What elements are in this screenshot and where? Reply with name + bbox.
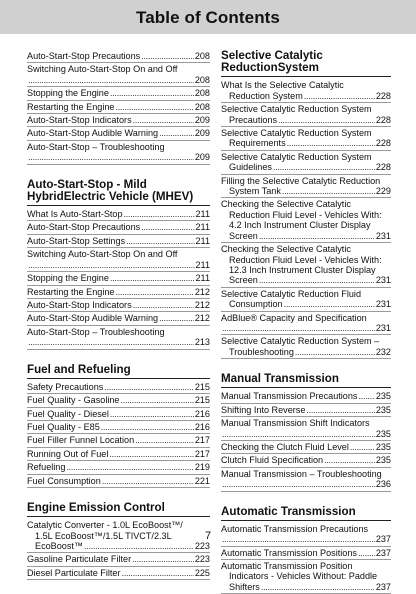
toc-entry-title: Selective Catalytic Reduction Fluid <box>221 288 362 299</box>
toc-entry-title: What Is the Selective Catalytic <box>221 80 344 91</box>
toc-entry-line <box>27 409 210 419</box>
dot-leader <box>141 222 194 232</box>
dot-leader <box>261 582 375 592</box>
toc-entry-line <box>27 554 210 564</box>
toc-entry-page: 213 <box>194 337 210 348</box>
toc-entry-line <box>27 128 210 138</box>
toc-entry-leader-row <box>27 152 210 162</box>
toc-entry <box>27 208 210 221</box>
toc-entry <box>27 141 210 165</box>
toc-entry-page: 235 <box>375 455 391 466</box>
toc-entry-title: Manual Transmission Shift Indicators <box>221 418 370 429</box>
toc-entry-title: Automatic Transmission Position <box>221 561 353 572</box>
dot-leader <box>126 236 194 246</box>
toc-entry-page: 209 <box>194 115 210 126</box>
toc-entry <box>221 288 391 312</box>
toc-entry <box>27 127 210 140</box>
dot-leader <box>159 313 194 323</box>
toc-entry-line <box>221 244 391 254</box>
toc-entry-line <box>221 299 391 309</box>
toc-entry-title: Diesel Particulate Filter <box>27 567 121 578</box>
toc-entry-line <box>221 405 391 415</box>
toc-entry <box>27 461 210 474</box>
toc-left-column <box>27 50 210 580</box>
toc-entry-line <box>27 462 210 472</box>
toc-entry <box>27 63 210 87</box>
toc-entry-page: 221 <box>194 475 210 486</box>
toc-entry-line <box>27 222 210 232</box>
toc-entry-line <box>221 231 391 241</box>
toc-entry-title: Auto-Start-Stop Indicators <box>27 115 132 126</box>
toc-entry <box>221 175 391 199</box>
toc-entry <box>27 448 210 461</box>
toc-entry-line <box>221 138 391 148</box>
toc-entry-line <box>221 347 391 357</box>
page-number: 7 <box>204 530 212 542</box>
toc-entry <box>27 286 210 299</box>
toc-entry-line <box>221 469 391 479</box>
toc-entry-line <box>221 548 391 558</box>
toc-section <box>221 373 391 491</box>
toc-entry-page: 228 <box>375 114 391 125</box>
toc-entry-title: Restarting the Engine <box>27 101 115 112</box>
toc-entry <box>221 127 391 151</box>
toc-entry-page: 212 <box>194 286 210 297</box>
toc-entry-title: Filling the Selective Catalytic Reduction <box>221 175 381 186</box>
toc-entry-page: 235 <box>375 428 391 439</box>
dot-leader <box>282 186 375 196</box>
dot-leader <box>259 231 375 241</box>
dot-leader <box>121 395 194 405</box>
toc-entry-line <box>27 142 210 152</box>
toc-entry-title: Refueling <box>27 462 66 473</box>
toc-entry-title: Shifting Into Reverse <box>221 404 306 415</box>
toc-entry-title: What Is Auto-Start-Stop <box>27 209 123 220</box>
dot-leader <box>115 287 193 297</box>
toc-section <box>221 50 391 359</box>
toc-entry-title: Fuel Quality - Diesel <box>27 408 109 419</box>
toc-entry-page: 237 <box>375 581 391 592</box>
toc-entry-line <box>221 128 391 138</box>
toc-entry-line <box>27 327 210 337</box>
toc-entry-title: Reduction Fluid Level - Vehicles With: <box>229 209 382 220</box>
toc-entry-title: Indicators - Vehicles Without: Paddle <box>229 571 378 582</box>
toc-section <box>27 364 210 488</box>
section-heading-line: Automatic Transmission <box>221 504 356 518</box>
toc-entry-line <box>221 582 391 592</box>
dot-leader <box>28 152 194 162</box>
toc-entry-page: 236 <box>375 479 391 490</box>
toc-entry-title: Safety Precautions <box>27 381 104 392</box>
dot-leader <box>358 391 374 401</box>
toc-entry-leader-row <box>221 323 391 333</box>
dot-leader <box>135 435 194 445</box>
toc-entry-title: Gasoline Particulate Filter <box>27 554 132 565</box>
toc-entry-line <box>221 391 391 401</box>
toc-entry-line <box>27 115 210 125</box>
dot-leader <box>273 162 375 172</box>
page-header <box>0 0 416 34</box>
toc-entry <box>221 560 391 594</box>
dot-leader <box>28 260 195 270</box>
toc-entry-page: 211 <box>195 235 210 246</box>
toc-entry-title: EcoBoost™ <box>35 541 84 551</box>
toc-entry <box>27 421 210 434</box>
toc-entry-page: 232 <box>375 346 391 357</box>
dot-leader <box>122 568 194 578</box>
toc-entry <box>27 272 210 285</box>
toc-entry-line <box>221 455 391 465</box>
toc-entry <box>221 151 391 175</box>
toc-section <box>27 50 210 165</box>
dot-leader <box>28 337 194 347</box>
toc-entry-title: Checking the Clutch Fluid Level <box>221 441 349 452</box>
toc-entry <box>27 248 210 272</box>
toc-entry-leader-row <box>221 479 391 489</box>
toc-entry-line <box>27 476 210 486</box>
dot-leader <box>222 323 375 333</box>
toc-entry-line <box>221 442 391 452</box>
toc-entry-title: Fuel Quality - E85 <box>27 421 100 432</box>
section-heading-line: Selective Catalytic Reduction <box>221 49 323 75</box>
toc-entry-line <box>221 176 391 186</box>
toc-entry-title: Auto-Start-Stop Audible Warning <box>27 313 159 324</box>
toc-entry-page: 228 <box>375 138 391 149</box>
dot-leader <box>132 554 194 564</box>
toc-entry-page: 235 <box>375 391 391 402</box>
toc-entry-page: 231 <box>375 275 391 286</box>
toc-entry-title: Auto-Start-Stop Indicators <box>27 299 132 310</box>
toc-entry-title: Selective Catalytic Reduction System <box>221 104 372 115</box>
toc-entry-title: Consumption <box>229 299 283 310</box>
toc-entry-page: 212 <box>194 299 210 310</box>
toc-entry <box>221 79 391 103</box>
toc-entry-page: 229 <box>375 186 391 197</box>
section-heading <box>221 506 391 521</box>
toc-entry <box>27 475 210 488</box>
toc-entry-title: Reduction System <box>229 90 303 101</box>
dot-leader <box>284 299 375 309</box>
toc-entry-line <box>221 162 391 172</box>
toc-entry-leader-row <box>27 260 210 270</box>
dot-leader <box>110 88 194 98</box>
toc-entry-page: 211 <box>195 209 210 220</box>
dot-leader <box>28 75 194 85</box>
toc-entry <box>27 114 210 127</box>
toc-entry-title: 1.5L EcoBoost™/1.5L TIVCT/2.3L <box>35 530 172 541</box>
toc-entry-line <box>221 186 391 196</box>
toc-entry-line <box>221 313 391 323</box>
dot-leader <box>115 102 193 112</box>
toc-entry-line <box>221 255 391 265</box>
toc-entry-page: 223 <box>194 554 210 565</box>
toc-entry-title: Auto-Start-Stop Settings <box>27 235 126 246</box>
toc-entry-title: Manual Transmission – Troubleshooting <box>221 468 382 479</box>
toc-entry <box>27 221 210 234</box>
dot-leader <box>109 449 193 459</box>
toc-entry-line <box>27 422 210 432</box>
toc-entry <box>27 434 210 447</box>
toc-entry-leader-row <box>27 75 210 85</box>
toc-entry-line <box>221 265 391 275</box>
toc-entry-page: 228 <box>375 162 391 173</box>
toc-entry <box>27 312 210 325</box>
toc-entry <box>221 390 391 403</box>
dot-leader <box>101 422 194 432</box>
toc-entry <box>221 417 391 441</box>
toc-entry-line <box>221 275 391 285</box>
toc-right-column <box>221 50 391 594</box>
toc-entry <box>221 243 391 288</box>
section-heading-line: Manual Transmission <box>221 372 339 386</box>
dot-leader <box>84 541 194 551</box>
toc-entry-title: Automatic Transmission Positions <box>221 547 357 558</box>
toc-section <box>27 179 210 350</box>
toc-entry <box>221 312 391 336</box>
toc-entry-title: Auto-Start-Stop – Troubleshooting <box>27 326 165 337</box>
toc-entry-title: Stopping the Engine <box>27 273 109 284</box>
toc-entry-title: Fuel Quality - Gasoline <box>27 395 120 406</box>
toc-entry-title: Checking the Selective Catalytic <box>221 199 351 210</box>
dot-leader <box>124 209 195 219</box>
toc-entry-line <box>221 91 391 101</box>
toc-entry-line <box>221 336 391 346</box>
dot-leader <box>159 128 194 138</box>
toc-entry-line <box>27 313 210 323</box>
toc-entry-title: Clutch Fluid Specification <box>221 455 324 466</box>
toc-entry-title: Reduction Fluid Level - Vehicles With: <box>229 254 382 265</box>
section-heading-line: Electric Vehicle (MHEV) <box>63 189 194 203</box>
toc-entry <box>27 87 210 100</box>
dot-leader <box>133 115 194 125</box>
toc-entry-title: Fuel Filler Funnel Location <box>27 435 135 446</box>
dot-leader <box>295 347 375 357</box>
toc-entry <box>27 567 210 580</box>
toc-entry-page: 235 <box>375 404 391 415</box>
toc-entry-page: 212 <box>194 313 210 324</box>
toc-entry-title: Stopping the Engine <box>27 88 109 99</box>
section-heading <box>27 364 210 379</box>
toc-entry-page: 228 <box>375 90 391 101</box>
toc-entry-page: 215 <box>194 395 210 406</box>
toc-entry <box>27 299 210 312</box>
dot-leader <box>324 455 375 465</box>
toc-entry-page: 237 <box>375 547 391 558</box>
toc-entry-line <box>221 80 391 90</box>
toc-entry-title: Auto-Start-Stop Precautions <box>27 51 141 61</box>
toc-entry-title: Selective Catalytic Reduction System <box>221 128 372 139</box>
dot-leader <box>350 442 375 452</box>
section-heading <box>221 373 391 388</box>
toc-entry-title: Fuel Consumption <box>27 475 101 486</box>
toc-entry <box>27 101 210 114</box>
toc-entry-page: 217 <box>194 448 210 459</box>
toc-entry-title: Automatic Transmission Precautions <box>221 523 369 534</box>
section-heading-line: Auto-Start-Stop - Mild Hybrid <box>27 177 147 203</box>
toc-entry-page: 215 <box>194 381 210 392</box>
toc-entry-line <box>27 435 210 445</box>
toc-entry-page: 211 <box>195 259 210 270</box>
toc-entry-title: Manual Transmission Precautions <box>221 391 358 402</box>
toc-entry-page: 217 <box>194 435 210 446</box>
dot-leader <box>259 275 375 285</box>
toc-entry-page: 209 <box>194 152 210 163</box>
toc-entry-line <box>221 571 391 581</box>
dot-leader <box>222 429 375 439</box>
toc-entry-page: 225 <box>194 567 210 578</box>
toc-entry-page: 209 <box>194 128 210 139</box>
toc-entry-line <box>221 152 391 162</box>
toc-entry-line <box>27 382 210 392</box>
toc-entry <box>27 235 210 248</box>
toc-entry-page: 216 <box>194 421 210 432</box>
dot-leader <box>141 51 194 61</box>
toc-entry <box>221 103 391 127</box>
toc-entry-line <box>221 199 391 209</box>
toc-entry-line <box>27 395 210 405</box>
toc-entry-line <box>27 209 210 219</box>
toc-entry-title: 12.3 Inch Instrument Cluster Display <box>229 264 376 275</box>
section-heading-line: System <box>277 61 319 75</box>
toc-entry-page: 235 <box>375 441 391 452</box>
section-heading-line: Engine Emission Control <box>27 500 165 514</box>
toc-entry-line <box>221 561 391 571</box>
dot-leader <box>66 462 193 472</box>
toc-entry-line <box>221 289 391 299</box>
toc-entry-page: 208 <box>194 88 210 99</box>
toc-entry-line <box>221 418 391 428</box>
toc-entry-line <box>27 568 210 578</box>
toc-entry-title: Screen <box>229 230 258 241</box>
toc-entry-title: Troubleshooting <box>229 346 294 357</box>
toc-entry-title: Switching Auto-Start-Stop On and Off <box>27 64 178 75</box>
toc-entry-page: 237 <box>375 534 391 545</box>
dot-leader <box>306 405 374 415</box>
toc-entry-title: Selective Catalytic Reduction System <box>221 151 372 162</box>
toc-entry-line <box>221 220 391 230</box>
toc-entry <box>221 547 391 560</box>
toc-entry <box>221 468 391 492</box>
toc-entry-title: AdBlue® Capacity and Specification <box>221 312 367 323</box>
dot-leader <box>102 476 194 486</box>
toc-entry <box>221 441 391 454</box>
toc-entry-title: Auto-Start-Stop Audible Warning <box>27 128 159 139</box>
toc-section <box>221 506 391 594</box>
toc-entry-page: 216 <box>194 408 210 419</box>
dot-leader <box>222 479 375 489</box>
dot-leader <box>278 115 375 125</box>
toc-entry-line <box>27 449 210 459</box>
toc-entry-title: Auto-Start-Stop Precautions <box>27 222 141 233</box>
toc-entry <box>27 408 210 421</box>
section-heading <box>221 50 391 77</box>
dot-leader <box>287 138 375 148</box>
toc-entry-title: 4.2 Inch Instrument Cluster Display <box>229 220 371 231</box>
toc-entry-title: Running Out of Fuel <box>27 448 109 459</box>
toc-entry-title: Checking the Selective Catalytic <box>221 244 351 255</box>
toc-entry-title: System Tank <box>229 186 281 197</box>
toc-entry-line <box>27 51 210 61</box>
toc-entry-line <box>27 64 210 74</box>
toc-entry-line <box>27 102 210 112</box>
dot-leader <box>110 409 194 419</box>
toc-entry <box>221 335 391 359</box>
toc-entry-title: Precautions <box>229 114 278 125</box>
toc-entry-page: 208 <box>194 101 210 112</box>
toc-entry-title: Screen <box>229 275 258 286</box>
toc-entry <box>27 50 210 63</box>
dot-leader <box>304 91 375 101</box>
toc-entry-title: Switching Auto-Start-Stop On and Off <box>27 249 178 260</box>
dot-leader <box>133 300 194 310</box>
toc-entry-title: Auto-Start-Stop – Troubleshooting <box>27 141 165 152</box>
toc-entry <box>221 198 391 243</box>
toc-entry-page: 211 <box>195 273 210 284</box>
section-heading <box>27 179 210 206</box>
toc-entry-page: 219 <box>194 462 210 473</box>
toc-entry-line <box>27 236 210 246</box>
toc-entry <box>221 454 391 467</box>
dot-leader <box>104 382 193 392</box>
toc-entry-title: Catalytic Converter - 1.0L EcoBoost™/ <box>27 520 183 531</box>
toc-entry <box>221 404 391 417</box>
section-heading <box>27 502 210 517</box>
toc-entry-page: 208 <box>194 51 210 61</box>
toc-entry-line <box>221 104 391 114</box>
dot-leader <box>358 548 375 558</box>
toc-entry-page: 208 <box>194 74 210 85</box>
toc-entry-page: 231 <box>375 299 391 310</box>
toc-entry-line <box>27 88 210 98</box>
toc-entry-title: Requirements <box>229 138 286 149</box>
toc-entry-leader-row <box>27 337 210 347</box>
toc-entry-line <box>27 541 210 551</box>
toc-entry-title: Shifters <box>229 581 260 592</box>
toc-entry-line <box>221 210 391 220</box>
toc-entry <box>27 394 210 407</box>
toc-entry-line <box>27 249 210 259</box>
section-heading-line: Fuel and Refueling <box>27 362 131 376</box>
toc-entry-page: 231 <box>375 230 391 241</box>
toc-entry-line <box>27 287 210 297</box>
toc-entry <box>27 553 210 566</box>
toc-entry-title: Selective Catalytic Reduction System – <box>221 336 380 347</box>
toc-entry-page: 211 <box>195 222 210 233</box>
toc-entry-line <box>27 300 210 310</box>
dot-leader <box>110 273 195 283</box>
toc-entry <box>27 326 210 350</box>
toc-entry-leader-row <box>221 429 391 439</box>
toc-entry-line <box>221 115 391 125</box>
toc-entry <box>27 381 210 394</box>
toc-entry-title: Restarting the Engine <box>27 286 115 297</box>
page-title: Table of Contents <box>136 8 280 27</box>
toc-entry-line <box>27 273 210 283</box>
toc-entry-title: Guidelines <box>229 162 272 173</box>
toc-entry-page: 231 <box>375 322 391 333</box>
toc-entry-page: 223 <box>194 541 210 551</box>
